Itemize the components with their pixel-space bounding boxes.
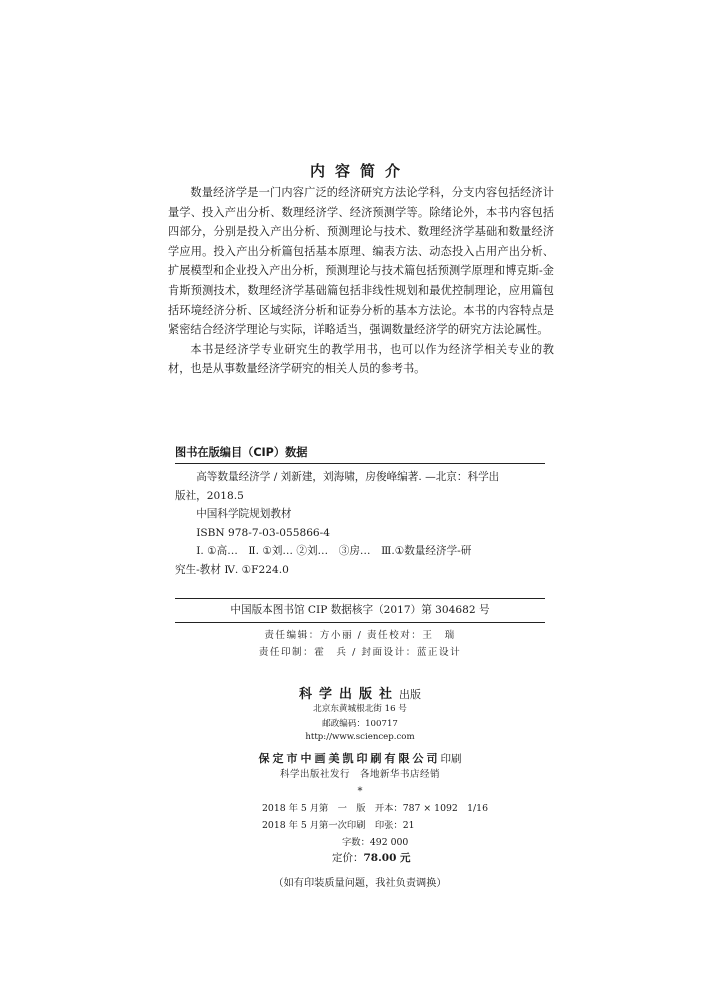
specs-block [262, 800, 562, 834]
cip-entry-line2: 版社，2018.5 [175, 489, 244, 502]
cip-header: 图书在版编目（CIP）数据 [175, 444, 545, 464]
publisher-address: 北京东黄城根北街 16 号 [313, 704, 407, 714]
cip-classification-line1: Ⅰ. ①高… Ⅱ. ①刘… ②刘… ③房… Ⅲ.①数量经济学-研 [196, 545, 472, 558]
price-label: 定价： [332, 852, 364, 864]
credits-line-2: 责任印制：霍 兵 / 封面设计：蓝正设计 [258, 647, 462, 658]
abstract-paragraph-2: 本书是经济学专业研究生的教学用书，也可以作为经济学相关专业的教材，也是从事数量经济学研究的相关人员的参考书。 [168, 342, 554, 376]
quality-notice: （如有印装质量问题，我社负责调换） [273, 878, 447, 889]
abstract-paragraph-1: 数量经济学是一门内容广泛的经济研究方法论学科，分支内容包括经济计量学、投入产出分析、数理经济学、经济预测学等。除绪论外，本书内容包括四部分，分别是投入产出分析、预测理论与技术、数理经济学基础和数量经济学应用。投入产出分析篇包括基本原理、编表方法、动态投入占用产出分析、扩展模型和企业投入产出分析，预测理论与技术篇包括预测学原理和博克斯-金肯斯预测技术，数理经济学基础篇包括非线性规划和最优控制理论，应用篇包括环境经济分析、区域经济分析和证券分析的基本方法论。本书的内容特点是紧密结合经济学理论与实际，详略适当，强调数量经济学的研究方法论属性。 [168, 186, 554, 337]
publisher-suffix: 出版 [399, 688, 421, 701]
cip-footer: 中国版本图书馆 CIP 数据核字（2017）第 304682 号 [230, 604, 490, 616]
abstract-text [168, 183, 554, 379]
distribution-line: 科学出版社发行 各地新华书店经销 [279, 769, 440, 780]
spec-word-count: 字数：492 000 [342, 837, 409, 848]
credits-line-1: 责任编辑：方小丽 / 责任校对：王 瑞 [264, 630, 456, 641]
printer-name: 保定市中画美凯印刷有限公司 [258, 752, 441, 765]
publisher-postcode: 邮政编码：100717 [322, 719, 398, 729]
publisher-name: 科学出版社 [298, 687, 399, 702]
cip-divider-bottom [175, 622, 545, 623]
cip-isbn: ISBN 978-7-03-055866-4 [196, 526, 330, 539]
separator-star: * [357, 786, 363, 797]
cip-divider-top [175, 598, 545, 599]
publisher-url: http://www.sciencep.com [305, 732, 415, 742]
spec-printing: 2018 年 5 月第一次印刷 印张：21 [262, 820, 415, 831]
publisher-line [0, 683, 720, 702]
abstract-title: 内容简介 [309, 162, 410, 180]
cip-classification-line2: 究生-教材 Ⅳ. ①F224.0 [175, 563, 289, 576]
price-value: 78.00 元 [363, 852, 411, 864]
cip-series: 中国科学院规划教材 [196, 508, 292, 521]
printer-suffix: 印刷 [440, 753, 462, 765]
cip-body [175, 468, 545, 580]
printer-line [0, 747, 720, 766]
cip-entry-line1: 高等数量经济学 / 刘新建，刘海啸，房俊峰编著. —北京：科学出 [196, 471, 500, 483]
price-line [332, 850, 632, 867]
spec-edition: 2018 年 5 月第 一 版 开本：787 × 1092 1/16 [262, 803, 488, 814]
